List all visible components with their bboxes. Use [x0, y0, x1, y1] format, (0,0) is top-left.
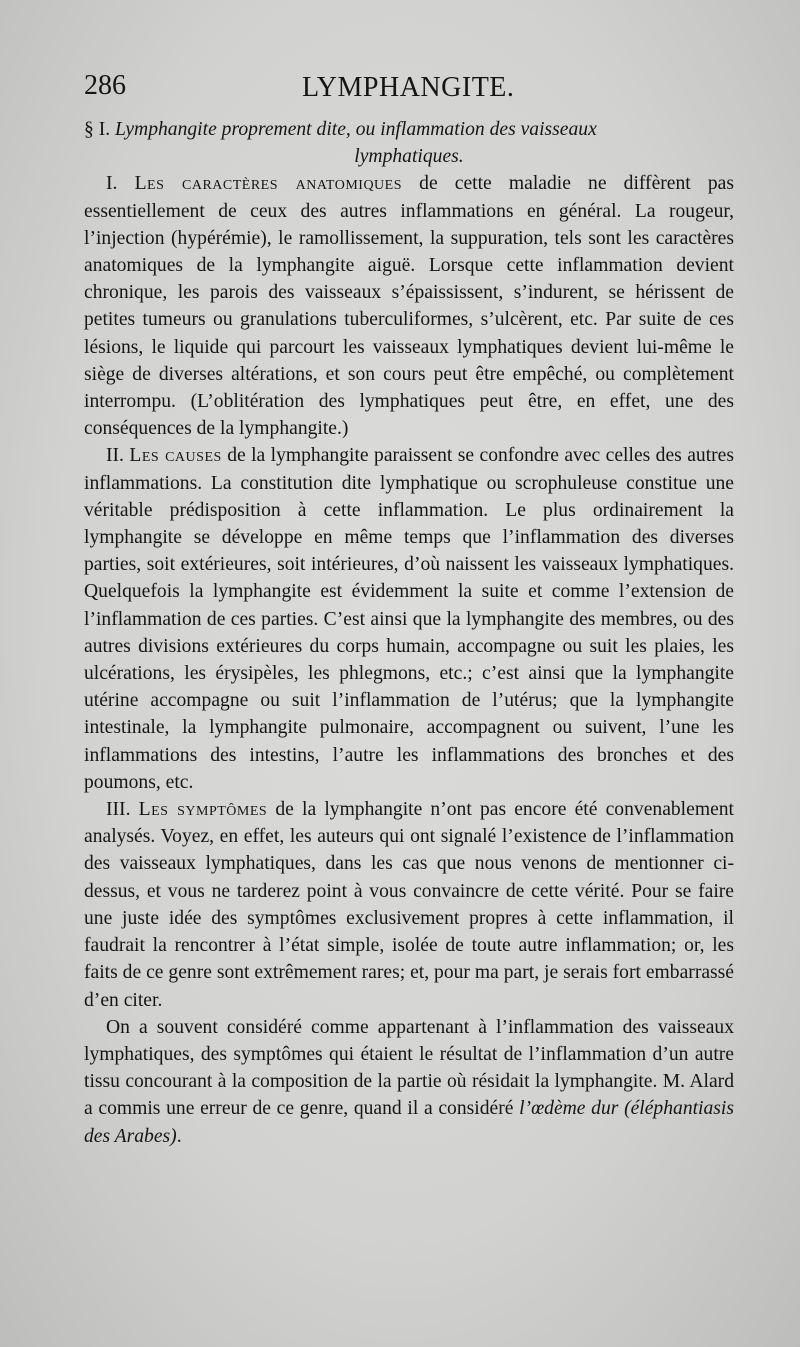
paragraph-anatomical-characters [84, 170, 734, 442]
section-heading [84, 116, 734, 143]
paragraph-text: On a souvent considéré comme appartenant à l’inflammation des vaisseaux lymphatiques, des symptômes qui étaient le résultat de l’inflammation d’un autre tissu concourant à la composition de la partie où résidait la lymphangite. M. Alard a commis une erreur de ce genre, quand il a considéré [84, 1016, 734, 1120]
paragraph-symptoms [84, 796, 734, 1014]
running-title: LYMPHANGITE. [302, 72, 515, 103]
paragraph-text: de la lymphangite paraissent se confondre avec celles des autres inflammations. La constitution dite lymphatique ou scrophuleuse constitue une véritable prédisposition à cette inflammation. Le plus ordinairement la lymphangite se développe en même temps que l’inflammation des diverses parties, soit extérieures, soit intérieures, d’où naissent les vaisseaux lymphatiques. Quelquefois la lymphangite est évidemment la suite et comme l’extension de l’inflammation de ces parties. C’est ainsi que la lymphangite des membres, ou des autres divisions extérieures du corps humain, accompagne ou suit les plaies, les ulcérations, les érysipèles, les phlegmons, etc.; c’est ainsi que la lymphangite utérine accompagne ou suit l’inflammation de l’utérus; que la lymphangite intestinale, la lymphangite pulmonaire, accompagnent ou suivent, l’une les inflammations des intestins, l’autre les inflammations des bronches et des poumons, etc. [84, 445, 734, 793]
paragraph-number: II. [106, 445, 130, 467]
page-header [84, 70, 734, 110]
paragraph-end: . [176, 1125, 182, 1147]
paragraph-lead: Les causes [129, 445, 222, 467]
body-text [84, 116, 734, 1150]
paragraph-lead: Les symptômes [138, 799, 268, 821]
paragraph-text: de la lymphangite n’ont pas encore été convenablement analysés. Voyez, en effet, les auteurs qui ont signalé l’existence de l’inflammation des vaisseaux lymphatiques, dans les cas que nous venons de mentionner ci-dessus, et vous ne tarderez point à vous convaincre de cette vérité. Pour se faire une juste idée des symptômes exclusivement propres à cette inflammation, il faudrait la rencontrer à l’état simple, isolée de toute autre inflammation; or, les faits de ce genre sont extrêmement rares; et, pour ma part, je serais fort embarrassé d’en citer. [84, 799, 735, 1011]
section-title-continued: lymphatiques. [354, 146, 464, 168]
section-title: Lymphangite proprement dite, ou inflammation des vaisseaux [115, 119, 597, 140]
paragraph-number: III. [106, 799, 139, 821]
paragraph-number: I. [106, 173, 135, 195]
page-number: 286 [84, 70, 126, 101]
paragraph-italic-term: l’œdème dur (éléphantiasis des Arabes) [84, 1098, 734, 1147]
paragraph-lead: Les caractères anatomiques [134, 173, 403, 195]
section-mark: § I. [84, 119, 116, 140]
paragraph-causes [84, 442, 734, 796]
paragraph-misattributed-symptoms [84, 1014, 734, 1150]
paragraph-text: de cette maladie ne diffèrent pas essentiellement de ceux des autres inflammations en général. La rougeur, l’injection (hypérémie), le ramollissement, la suppuration, tels sont les caractères anatomiques de la lymphangite aiguë. Lorsque cette inflammation devient chronique, les parois des vaisseaux s’épaississent, s’indurent, se hérissent de petites tumeurs ou granulations tuberculiformes, s’ulcèrent, etc. Par suite de ces lésions, le liquide qui parcourt les vaisseaux lymphatiques devient lui-même le siège de diverses altérations, et son cours peut être empêché, ou complètement interrompu. (L’oblitération des lymphatiques peut être, en effet, une des conséquences de la lymphangite.) [84, 173, 734, 440]
